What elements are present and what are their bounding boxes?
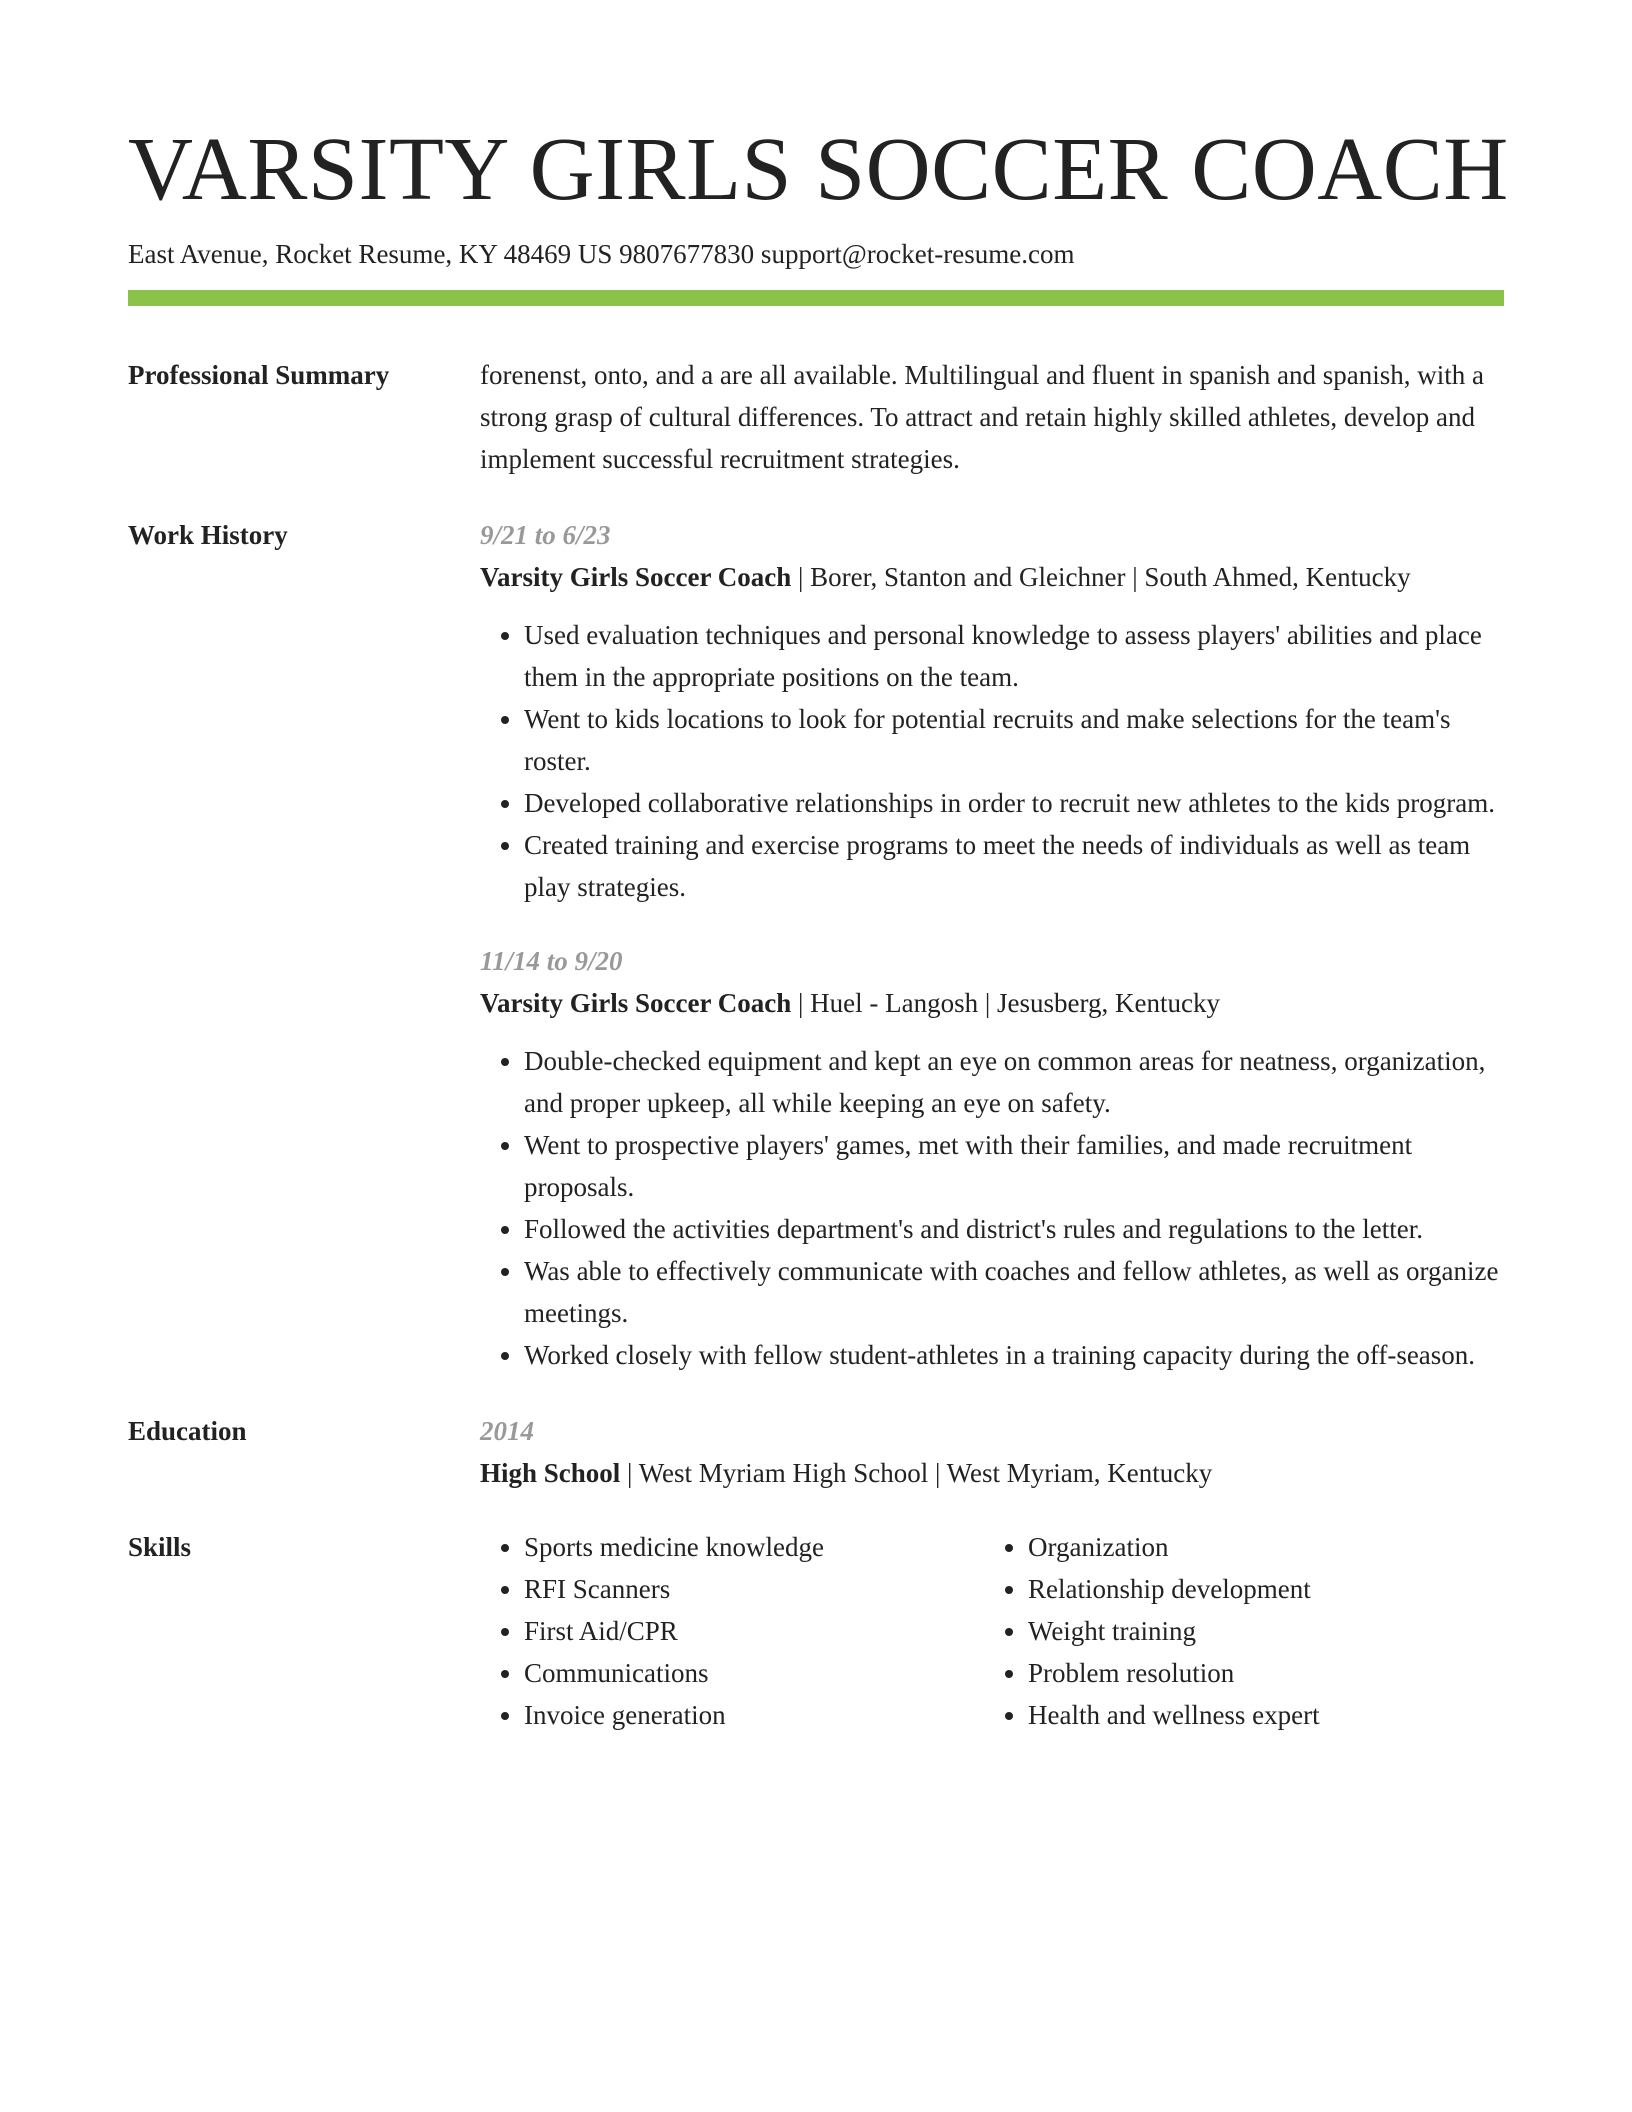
job-role-line [480,982,1504,1024]
job-bullet: • Worked closely with fellow student-athletes in a training capacity during the off-season. [524,1334,1504,1376]
skill-item: • Health and wellness expert [1028,1694,1488,1736]
job-bullet: • Used evaluation techniques and personal knowledge to assess players' abilities and place them in the appropriate positions on the team. [524,614,1504,698]
job-title: Varsity Girls Soccer Coach [480,562,792,592]
job-bullet: • Went to kids locations to look for potential recruits and make selections for the team's roster. [524,698,1504,782]
skills-section [128,1526,1504,1736]
job-role-line [480,556,1504,598]
education-school-location: | West Myriam High School | West Myriam, Kentucky [620,1458,1213,1488]
education-year: 2014 [480,1416,534,1446]
job-bullet: • Double-checked equipment and kept an eye on common areas for neatness, organization, and proper upkeep, all while keeping an eye on safety. [524,1040,1504,1124]
job-employer-location: | Borer, Stanton and Gleichner | South Ahmed, Kentucky [791,562,1411,592]
work-history-body [480,514,1504,1376]
skill-item: • Weight training [1028,1610,1488,1652]
work-history-heading: Work History [128,520,288,550]
job-bullets [480,1040,1504,1376]
skills-grid [480,1526,1504,1736]
education-body [480,1410,1504,1494]
job-dates: 9/21 to 6/23 [480,520,611,550]
skill-item: • Communications [524,1652,984,1694]
job-entry [480,514,1504,908]
skill-item: • Invoice generation [524,1694,984,1736]
skills-column-right [984,1526,1488,1736]
education-section [128,1410,1504,1494]
skills-heading: Skills [128,1532,192,1562]
skills-body [480,1526,1504,1736]
summary-text: forenenst, onto, and a are all available. Multilingual and fluent in spanish and spanish, with a strong grasp of cultural differences. To attract and retain highly skilled athletes, develop and implement successful recruitment strategies. [480,360,1484,474]
job-bullet: • Was able to effectively communicate with coaches and fellow athletes, as well as organize meetings. [524,1250,1504,1334]
education-heading: Education [128,1416,247,1446]
job-title: Varsity Girls Soccer Coach [480,988,792,1018]
job-employer-location: | Huel - Langosh | Jesusberg, Kentucky [791,988,1220,1018]
summary-heading: Professional Summary [128,360,390,390]
education-degree: High School [480,1458,621,1488]
skill-item: • Organization [1028,1526,1488,1568]
skill-item: • Sports medicine knowledge [524,1526,984,1568]
job-dates: 11/14 to 9/20 [480,946,623,976]
job-bullets [480,614,1504,908]
resume-page [128,120,1509,1736]
job-bullet: • Created training and exercise programs to meet the needs of individuals as well as team play strategies. [524,824,1504,908]
contact-line: East Avenue, Rocket Resume, KY 48469 US 9807677830 support@rocket-resume.com [128,239,1075,269]
job-bullet: • Followed the activities department's and district's rules and regulations to the letter. [524,1208,1504,1250]
skill-item: • Problem resolution [1028,1652,1488,1694]
header-divider [128,290,1504,306]
job-bullet: • Developed collaborative relationships in order to recruit new athletes to the kids program. [524,782,1504,824]
skills-column-left [480,1526,984,1736]
job-bullet: • Went to prospective players' games, met with their families, and made recruitment proposals. [524,1124,1504,1208]
education-line [480,1452,1504,1494]
skill-item: • Relationship development [1028,1568,1488,1610]
resume-title: VARSITY GIRLS SOCCER COACH [128,120,1509,219]
skill-item: • RFI Scanners [524,1568,984,1610]
summary-section [128,354,1504,480]
job-entry [480,940,1504,1376]
work-history-section [128,514,1504,1376]
skill-item: • First Aid/CPR [524,1610,984,1652]
